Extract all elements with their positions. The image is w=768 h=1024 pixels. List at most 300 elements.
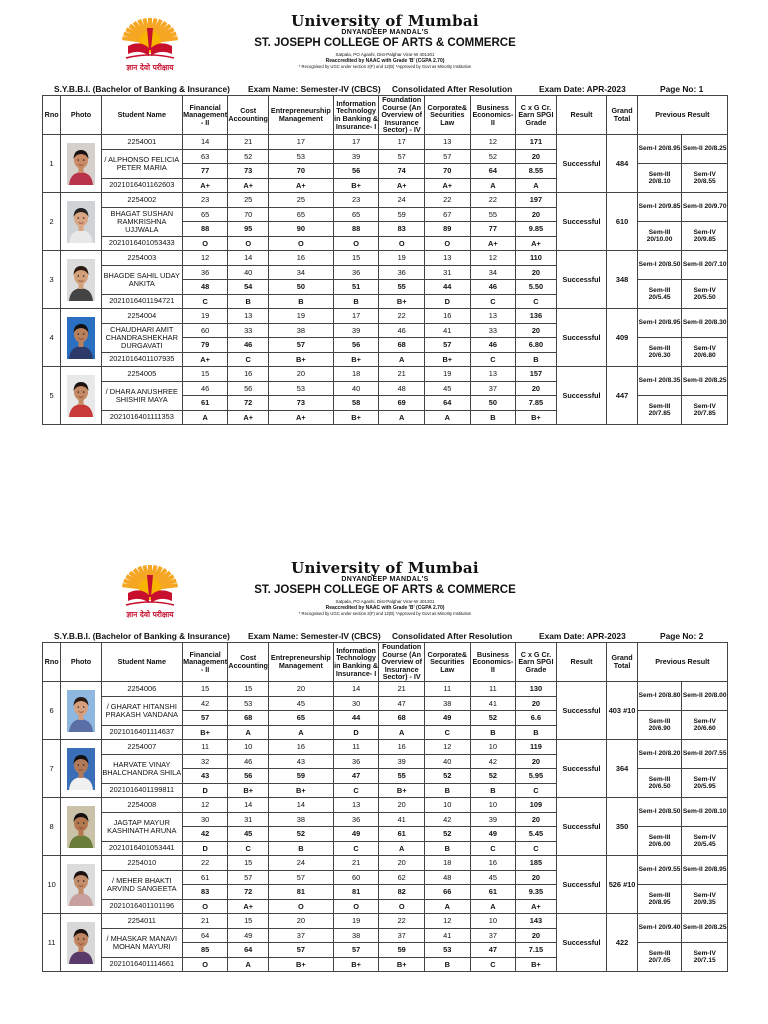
- mark-cell: 74: [379, 164, 425, 179]
- college-address: Satpala, PO Agashi, Dist-Palghar Virar-W 401301: [335, 52, 435, 57]
- mark-cell: 21: [379, 682, 425, 697]
- prev-sem-3: Sem-III 20/6.50: [638, 769, 683, 798]
- mark-cell: 49: [333, 827, 379, 842]
- mark-cell: C: [516, 841, 557, 856]
- college-address: Satpala, PO Agashi, Dist-Palghar Virar-W 401301: [335, 599, 435, 604]
- mark-cell: 20: [516, 381, 557, 396]
- column-header: Photo: [61, 96, 102, 135]
- prev-sem-4: Sem-IV 20/6.60: [693, 717, 716, 732]
- mark-cell: 13: [424, 251, 470, 266]
- naac-accreditation: Reaccredited by NAAC with Grade 'B' (CGPA 2.70): [325, 605, 445, 611]
- student-name: / MEHER BHAKTI ARVIND SANGEETA: [101, 870, 182, 899]
- mark-cell: 41: [470, 696, 516, 711]
- prev-sem-2: Sem-II 20/8.30: [682, 309, 727, 338]
- mark-cell: 38: [268, 323, 333, 338]
- mark-cell: A+: [228, 178, 269, 193]
- mark-cell: 62: [379, 870, 425, 885]
- mark-cell: 59: [379, 207, 425, 222]
- result-status: Successful: [556, 798, 607, 856]
- mark-cell: 69: [379, 396, 425, 411]
- mark-cell: 52: [470, 769, 516, 784]
- photo-cell: [61, 251, 102, 309]
- column-header: C x G Cr. Earn SPGI Grade: [516, 643, 557, 682]
- mark-cell: 88: [182, 222, 228, 237]
- mark-cell: A: [379, 841, 425, 856]
- grand-total: 610: [607, 193, 637, 251]
- grand-total: 403 #10: [607, 682, 637, 740]
- table-row: [43, 798, 728, 813]
- mark-cell: 57: [424, 338, 470, 353]
- mark-cell: 65: [268, 711, 333, 726]
- mark-cell: B: [470, 783, 516, 798]
- mark-cell: 54: [228, 280, 269, 295]
- mark-cell: 57: [268, 870, 333, 885]
- mark-cell: 64: [470, 164, 516, 179]
- mark-cell: 31: [228, 812, 269, 827]
- mark-cell: C: [470, 841, 516, 856]
- mark-cell: 171: [516, 135, 557, 150]
- mark-cell: 65: [182, 207, 228, 222]
- mark-cell: A: [516, 178, 557, 193]
- mark-cell: 20: [516, 696, 557, 711]
- mark-cell: 21: [228, 135, 269, 150]
- seat-number: 2254004: [101, 309, 182, 324]
- mark-cell: 13: [333, 798, 379, 813]
- photo-cell: [61, 309, 102, 367]
- mark-cell: B: [268, 294, 333, 309]
- column-header: Financial Management - II: [182, 643, 228, 682]
- mark-cell: 20: [268, 367, 333, 382]
- mark-cell: B: [424, 783, 470, 798]
- mark-cell: 70: [424, 164, 470, 179]
- mark-cell: 40: [424, 754, 470, 769]
- mark-cell: 41: [424, 928, 470, 943]
- student-photo: [67, 690, 95, 732]
- college-name: ST. JOSEPH COLLEGE OF ARTS & COMMERCE: [254, 37, 516, 49]
- roll-number: 6: [43, 682, 61, 740]
- mark-cell: 185: [516, 856, 557, 871]
- mark-cell: B+: [379, 294, 425, 309]
- mark-cell: D: [333, 725, 379, 740]
- mark-cell: D: [182, 841, 228, 856]
- exam-name: Exam Name: Semester-IV (CBCS): [248, 84, 381, 94]
- grand-total: 422: [607, 914, 637, 972]
- seat-number: 2254001: [101, 135, 182, 150]
- mark-cell: 20: [516, 323, 557, 338]
- mark-cell: 61: [379, 827, 425, 842]
- student-name: / ALPHONSO FELICIA PETER MARIA: [101, 149, 182, 178]
- mark-cell: 9.35: [516, 885, 557, 900]
- mark-cell: B: [333, 294, 379, 309]
- seat-number: 2254005: [101, 367, 182, 382]
- column-header: Information Technology in Banking & Insurance- I: [333, 96, 379, 135]
- exam-date: Exam Date: APR-2023: [539, 84, 626, 94]
- mark-cell: C: [516, 294, 557, 309]
- mark-cell: 37: [379, 928, 425, 943]
- mark-cell: 47: [333, 769, 379, 784]
- mark-cell: 59: [379, 943, 425, 958]
- mark-cell: 52: [470, 149, 516, 164]
- mark-cell: 21: [379, 367, 425, 382]
- mark-cell: B+: [333, 957, 379, 972]
- mark-cell: 88: [333, 222, 379, 237]
- mark-cell: 30: [333, 696, 379, 711]
- student-photo: [67, 922, 95, 964]
- result-status: Successful: [556, 682, 607, 740]
- mark-cell: O: [379, 236, 425, 251]
- mark-cell: A+: [268, 410, 333, 425]
- mark-cell: 46: [182, 381, 228, 396]
- mark-cell: 64: [424, 396, 470, 411]
- mark-cell: 18: [424, 856, 470, 871]
- mark-cell: 10: [228, 740, 269, 755]
- mark-cell: 48: [379, 381, 425, 396]
- mark-cell: 110: [516, 251, 557, 266]
- mark-cell: 48: [424, 870, 470, 885]
- mark-cell: 57: [228, 870, 269, 885]
- photo-cell: [61, 740, 102, 798]
- mark-cell: 20: [516, 207, 557, 222]
- mark-cell: 46: [228, 754, 269, 769]
- prev-sem-3: Sem-III 20/7.85: [638, 396, 683, 425]
- roll-number: 8: [43, 798, 61, 856]
- page-number: Page No: 2: [660, 631, 704, 641]
- mark-cell: C: [333, 841, 379, 856]
- column-header: Foundation Course (An Overview of Insurance Sector) - IV: [379, 643, 425, 682]
- previous-result: [637, 914, 727, 972]
- mark-cell: 57: [333, 943, 379, 958]
- table-row: [43, 367, 728, 382]
- result-table: [42, 642, 728, 972]
- mark-cell: 65: [268, 207, 333, 222]
- table-row: [43, 193, 728, 208]
- mark-cell: 55: [379, 769, 425, 784]
- student-name: / MHASKAR MANAVI MOHAN MAYURI: [101, 928, 182, 957]
- mark-cell: D: [182, 783, 228, 798]
- mark-cell: 68: [379, 338, 425, 353]
- mark-cell: A: [379, 725, 425, 740]
- mark-cell: 82: [379, 885, 425, 900]
- mark-cell: 119: [516, 740, 557, 755]
- mark-cell: 15: [228, 856, 269, 871]
- mark-cell: 53: [268, 149, 333, 164]
- column-header: Grand Total: [607, 96, 637, 135]
- mark-cell: 10: [424, 798, 470, 813]
- mark-cell: A: [424, 410, 470, 425]
- column-header: Cost Accounting: [228, 96, 269, 135]
- student-photo: [67, 748, 95, 790]
- student-name: BHAGDE SAHIL UDAY ANKITA: [101, 265, 182, 294]
- previous-result: [637, 309, 727, 367]
- mark-cell: 14: [228, 798, 269, 813]
- column-header: Result: [556, 643, 607, 682]
- mark-cell: 66: [424, 885, 470, 900]
- student-photo: [67, 143, 95, 185]
- mark-cell: 47: [470, 943, 516, 958]
- table-row: [43, 309, 728, 324]
- mark-cell: O: [333, 236, 379, 251]
- mark-cell: C: [333, 783, 379, 798]
- mark-cell: 65: [333, 207, 379, 222]
- university-name: University of Mumbai: [291, 12, 479, 30]
- column-header: C x G Cr. Earn SPGI Grade: [516, 96, 557, 135]
- mark-cell: A: [379, 352, 425, 367]
- result-sheet-page: [42, 12, 728, 425]
- mark-cell: 14: [268, 798, 333, 813]
- column-header: Corporate& Securities Law: [424, 643, 470, 682]
- mark-cell: 130: [516, 682, 557, 697]
- mark-cell: A+: [470, 236, 516, 251]
- seat-number: 2254002: [101, 193, 182, 208]
- table-header-row: [43, 96, 728, 135]
- prev-sem-2: Sem-II 20/8.00: [682, 682, 727, 711]
- mark-cell: C: [182, 294, 228, 309]
- mark-cell: B: [516, 352, 557, 367]
- mandal-name: DNYANDEEP MANDAL'S: [341, 29, 429, 36]
- mark-cell: 15: [228, 682, 269, 697]
- ugc-recognition: * Recognised by UGC under section 2(F) and 12(B) *Approved by Govt as Minority Institution: [298, 611, 472, 616]
- mark-cell: 22: [424, 193, 470, 208]
- mark-cell: 20: [516, 265, 557, 280]
- mark-cell: 12: [182, 251, 228, 266]
- mark-cell: 55: [470, 207, 516, 222]
- previous-result: [637, 682, 727, 740]
- mark-cell: 20: [379, 856, 425, 871]
- prev-sem-4: Sem-IV 20/8.55: [693, 170, 716, 185]
- mark-cell: O: [379, 899, 425, 914]
- mark-cell: 42: [182, 827, 228, 842]
- mark-cell: A+: [182, 178, 228, 193]
- column-header: Rno: [43, 96, 61, 135]
- column-header: Business Economics- II: [470, 643, 516, 682]
- result-table: [42, 95, 728, 425]
- roll-number: 10: [43, 856, 61, 914]
- mark-cell: B+: [516, 410, 557, 425]
- student-photo: [67, 259, 95, 301]
- mark-cell: 8.55: [516, 164, 557, 179]
- mark-cell: 39: [379, 754, 425, 769]
- mark-cell: 21: [182, 914, 228, 929]
- mark-cell: 17: [333, 135, 379, 150]
- ugc-recognition: * Recognised by UGC under section 2(F) and 12(B) *Approved by Govt as Minority Institution: [298, 64, 472, 69]
- mark-cell: 56: [333, 338, 379, 353]
- mark-cell: 52: [470, 711, 516, 726]
- mark-cell: 12: [424, 740, 470, 755]
- mark-cell: A: [470, 178, 516, 193]
- mark-cell: 45: [268, 696, 333, 711]
- prev-sem-2: Sem-II 20/8.95: [682, 856, 727, 885]
- mark-cell: 40: [228, 265, 269, 280]
- mark-cell: 36: [333, 754, 379, 769]
- mark-cell: B+: [424, 352, 470, 367]
- table-row: [43, 740, 728, 755]
- mark-cell: 13: [470, 309, 516, 324]
- mark-cell: 67: [424, 207, 470, 222]
- mark-cell: 40: [333, 381, 379, 396]
- mark-cell: 49: [424, 711, 470, 726]
- mark-cell: 55: [379, 280, 425, 295]
- mark-cell: 64: [182, 928, 228, 943]
- mark-cell: B: [424, 957, 470, 972]
- mark-cell: 61: [182, 396, 228, 411]
- mark-cell: 77: [470, 222, 516, 237]
- prn-number: 2021016401194721: [101, 294, 182, 309]
- column-header: Information Technology in Banking & Insurance- I: [333, 643, 379, 682]
- prev-sem-2: Sem-II 20/8.10: [682, 798, 727, 827]
- mark-cell: A: [379, 410, 425, 425]
- page-number: Page No: 1: [660, 84, 704, 94]
- mark-cell: 38: [333, 928, 379, 943]
- mark-cell: 56: [228, 381, 269, 396]
- student-photo: [67, 375, 95, 417]
- prev-sem-2: Sem-II 20/7.10: [682, 251, 727, 280]
- mark-cell: 50: [470, 396, 516, 411]
- mark-cell: 46: [379, 323, 425, 338]
- seat-number: 2254011: [101, 914, 182, 929]
- mark-cell: 23: [182, 193, 228, 208]
- mark-cell: 143: [516, 914, 557, 929]
- mark-cell: C: [424, 725, 470, 740]
- mark-cell: O: [182, 899, 228, 914]
- mark-cell: 73: [268, 396, 333, 411]
- mark-cell: O: [333, 899, 379, 914]
- mark-cell: A+: [182, 352, 228, 367]
- mark-cell: 95: [228, 222, 269, 237]
- prev-sem-3: Sem-III 20/5.45: [638, 280, 683, 309]
- prev-sem-3: Sem-III 20/6.00: [638, 827, 683, 856]
- prev-sem-1: Sem-I 20/9.55: [638, 856, 683, 885]
- prev-sem-4: Sem-IV 20/9.35: [693, 891, 716, 906]
- column-header: Cost Accounting: [228, 643, 269, 682]
- mark-cell: 13: [470, 367, 516, 382]
- mark-cell: 36: [333, 265, 379, 280]
- mark-cell: 16: [268, 740, 333, 755]
- prev-sem-3: Sem-III 20/8.10: [638, 164, 683, 193]
- student-name: / DHARA ANUSHREE SHISHIR MAYA: [101, 381, 182, 410]
- mark-cell: 19: [424, 367, 470, 382]
- seat-number: 2254008: [101, 798, 182, 813]
- mark-cell: 16: [228, 367, 269, 382]
- prn-number: 2021016401114637: [101, 725, 182, 740]
- result-status: Successful: [556, 309, 607, 367]
- mark-cell: A+: [268, 178, 333, 193]
- grand-total: 348: [607, 251, 637, 309]
- mark-cell: 52: [228, 149, 269, 164]
- column-header: Previous Result: [637, 96, 727, 135]
- grand-total: 484: [607, 135, 637, 193]
- prev-sem-1: Sem-I 20/8.50: [638, 798, 683, 827]
- mark-cell: 42: [424, 812, 470, 827]
- mark-cell: 60: [333, 870, 379, 885]
- exam-meta-row: [42, 631, 728, 642]
- mark-cell: 20: [516, 149, 557, 164]
- photo-cell: [61, 682, 102, 740]
- mark-cell: 38: [424, 696, 470, 711]
- prev-sem-3: Sem-III 20/7.05: [638, 943, 683, 972]
- mark-cell: B+: [333, 178, 379, 193]
- mark-cell: B+: [228, 783, 269, 798]
- mark-cell: 10: [470, 798, 516, 813]
- grand-total: 350: [607, 798, 637, 856]
- mark-cell: A+: [379, 178, 425, 193]
- mark-cell: 13: [228, 309, 269, 324]
- mark-cell: 16: [470, 856, 516, 871]
- mark-cell: B+: [379, 957, 425, 972]
- mark-cell: 44: [424, 280, 470, 295]
- consolidated-label: Consolidated After Resolution: [392, 84, 513, 94]
- mark-cell: 31: [424, 265, 470, 280]
- mark-cell: B+: [268, 783, 333, 798]
- previous-result: [637, 251, 727, 309]
- mark-cell: 59: [268, 769, 333, 784]
- roll-number: 1: [43, 135, 61, 193]
- prev-sem-3: Sem-III 20/6.30: [638, 338, 683, 367]
- mark-cell: 37: [470, 928, 516, 943]
- photo-cell: [61, 914, 102, 972]
- mark-cell: 43: [182, 769, 228, 784]
- previous-result: [637, 193, 727, 251]
- mark-cell: 33: [228, 323, 269, 338]
- mark-cell: B+: [268, 957, 333, 972]
- student-name: BHAGAT SUSHAN RAMKRISHNA UJJWALA: [101, 207, 182, 236]
- column-header: Rno: [43, 643, 61, 682]
- mark-cell: 57: [182, 711, 228, 726]
- prn-number: 2021016401199811: [101, 783, 182, 798]
- prev-sem-2: Sem-II 20/9.70: [682, 193, 727, 222]
- prev-sem-4: Sem-IV 20/9.85: [693, 228, 716, 243]
- seat-number: 2254010: [101, 856, 182, 871]
- mark-cell: 25: [228, 193, 269, 208]
- mark-cell: 23: [333, 193, 379, 208]
- program-name: S.Y.B.B.I. (Bachelor of Banking & Insurance): [54, 631, 230, 641]
- mark-cell: A+: [228, 899, 269, 914]
- mark-cell: 72: [228, 396, 269, 411]
- mark-cell: 64: [228, 943, 269, 958]
- logo-motto: ज्ञान देवो परीक्षाय: [126, 63, 174, 72]
- prev-sem-4: Sem-IV 20/7.15: [693, 949, 716, 964]
- prn-number: 2021016401101196: [101, 899, 182, 914]
- mark-cell: 53: [268, 381, 333, 396]
- mark-cell: 32: [182, 754, 228, 769]
- mark-cell: B+: [516, 957, 557, 972]
- prev-sem-4: Sem-IV 20/5.95: [693, 775, 716, 790]
- column-header: Grand Total: [607, 643, 637, 682]
- mark-cell: 197: [516, 193, 557, 208]
- mark-cell: 90: [268, 222, 333, 237]
- prev-sem-1: Sem-I 20/8.80: [638, 682, 683, 711]
- mark-cell: 68: [379, 711, 425, 726]
- table-row: [43, 914, 728, 929]
- prev-sem-4: Sem-IV 20/5.45: [693, 833, 716, 848]
- column-header: Result: [556, 96, 607, 135]
- mark-cell: B+: [182, 725, 228, 740]
- mark-cell: 70: [228, 207, 269, 222]
- mark-cell: 39: [470, 812, 516, 827]
- mark-cell: C: [470, 957, 516, 972]
- mark-cell: C: [470, 352, 516, 367]
- mark-cell: O: [268, 236, 333, 251]
- mark-cell: 12: [424, 914, 470, 929]
- column-header: Entrepreneurship Management: [268, 643, 333, 682]
- mark-cell: 24: [268, 856, 333, 871]
- seat-number: 2254003: [101, 251, 182, 266]
- prev-sem-4: Sem-IV 20/5.50: [693, 286, 716, 301]
- mark-cell: 17: [379, 135, 425, 150]
- mark-cell: C: [470, 294, 516, 309]
- mark-cell: A: [228, 957, 269, 972]
- mark-cell: 21: [333, 856, 379, 871]
- mark-cell: 81: [333, 885, 379, 900]
